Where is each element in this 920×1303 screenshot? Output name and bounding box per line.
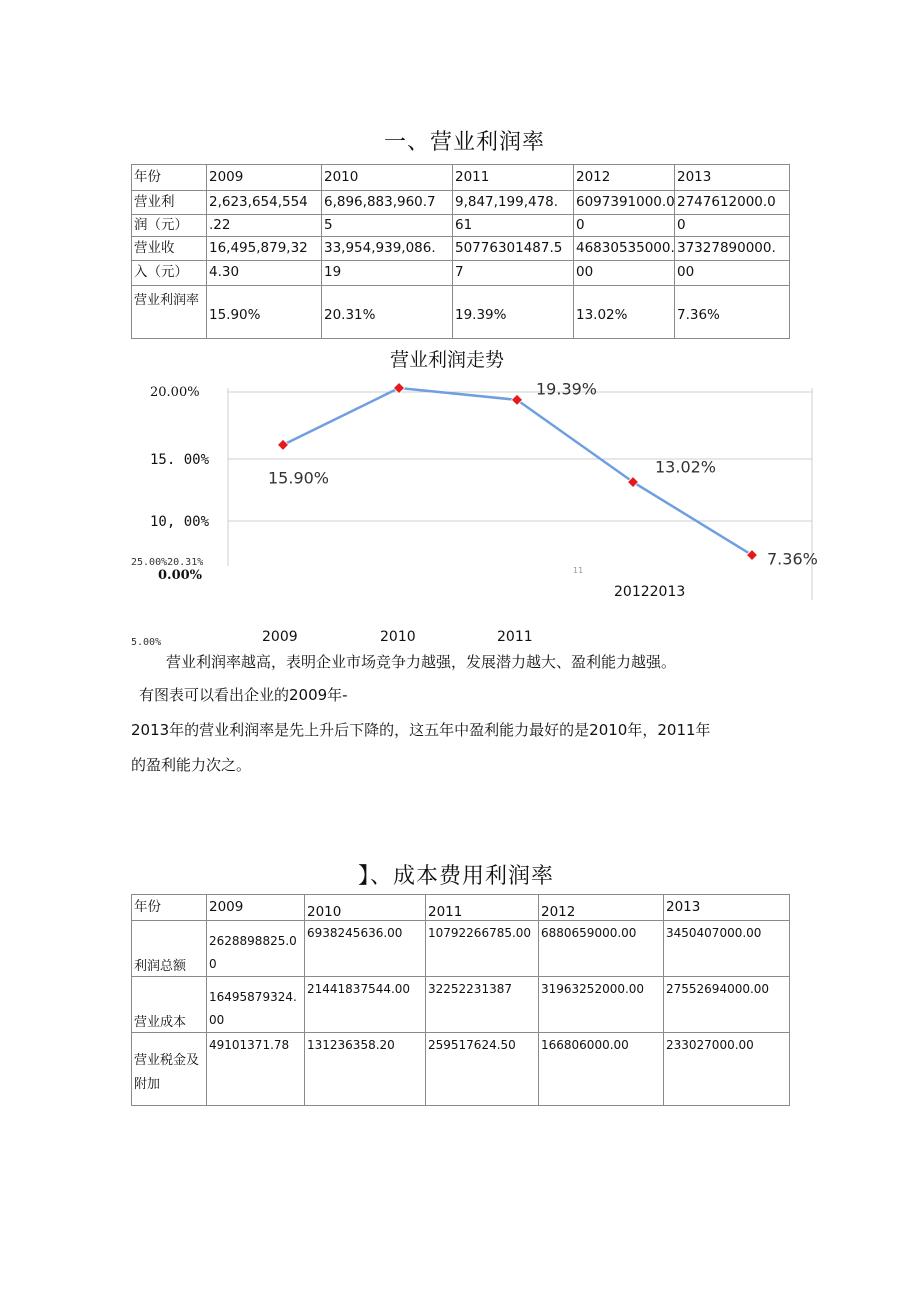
table-cell: 6097391000.0 [574, 191, 675, 215]
cell-line: 16495879324. [209, 990, 297, 1004]
table-cell: 2,623,654,554 [207, 191, 322, 215]
table-cell: 6880659000.00 [539, 921, 664, 977]
x-tick-label: 2011 [497, 629, 533, 645]
table-cell: 4.30 [207, 261, 322, 286]
table-row-revenue-2 [132, 261, 790, 286]
cell-line: 营业税金及 [134, 1053, 200, 1068]
row-label: 营业成本 [132, 977, 207, 1033]
data-label: 13.02% [655, 457, 717, 477]
table-cell: 259517624.50 [426, 1033, 539, 1106]
header-cell: 2009 [207, 165, 322, 191]
table-cell: 61 [453, 215, 574, 237]
table-cell: 10792266785.00 [426, 921, 539, 977]
data-label: 15.90% [268, 468, 330, 488]
stray-mark: 11 [573, 566, 584, 575]
x-tick-label: 2010 [380, 629, 416, 645]
table-row-profit-2 [132, 215, 790, 237]
table-cell: 37327890000. [675, 237, 790, 261]
table-cell [207, 921, 305, 977]
header-cell: 年份 [132, 895, 207, 921]
table-cell: 5 [322, 215, 453, 237]
x-tick-label: 20122013 [614, 584, 686, 600]
section2-title: 】、成本费用利润率 [358, 864, 555, 889]
table-cell: 50776301487.5 [453, 237, 574, 261]
row-label: 入（元） [132, 261, 207, 286]
header-cell: 2012 [539, 895, 664, 921]
table-cell: 7 [453, 261, 574, 286]
table-row-total-profit [132, 921, 790, 977]
table-row-years [132, 165, 790, 191]
margin-trend-chart [0, 370, 920, 640]
table-cell: 00 [574, 261, 675, 286]
header-cell: 2009 [207, 895, 305, 921]
table-cell: 131236358.20 [305, 1033, 426, 1106]
cell-line: 2628898825.0 [209, 934, 297, 948]
section1-title: 一、营业利润率 [384, 130, 546, 155]
row-label: 利润总额 [132, 921, 207, 977]
table-cell: 19 [322, 261, 453, 286]
paragraph-line: 的盈利能力次之。 [131, 756, 252, 774]
table-cell: 00 [675, 261, 790, 286]
header-cell: 2013 [664, 895, 790, 921]
table-cell: 49101371.78 [207, 1033, 305, 1106]
data-label: 7.36% [767, 549, 818, 569]
y-tick-label: 0.00% [158, 568, 203, 583]
cost-profit-table [131, 894, 790, 1106]
table-cell: 32252231387 [426, 977, 539, 1033]
table-cell: 31963252000.00 [539, 977, 664, 1033]
table-row-tax [132, 1033, 790, 1106]
cell-line: 附加 [134, 1077, 161, 1092]
table-cell: 0 [675, 215, 790, 237]
row-label: 营业利润率 [132, 286, 207, 339]
cell-line: 00 [209, 1013, 225, 1027]
x-tick-label: 2009 [262, 629, 298, 645]
table-cell [207, 977, 305, 1033]
operating-margin-table [131, 164, 790, 339]
table-cell: 166806000.00 [539, 1033, 664, 1106]
table-cell: 6,896,883,960.7 [322, 191, 453, 215]
row-label: 营业利 [132, 191, 207, 215]
table-row-revenue-1 [132, 237, 790, 261]
row-label: 营业收 [132, 237, 207, 261]
table-cell: 7.36% [675, 286, 790, 339]
header-cell: 2013 [675, 165, 790, 191]
data-point-marker [747, 550, 758, 561]
header-cell: 2010 [305, 895, 426, 921]
table-cell: 33,954,939,086. [322, 237, 453, 261]
table-cell: 15.90% [207, 286, 322, 339]
table-row-profit-1 [132, 191, 790, 215]
paragraph-line: 2013年的营业利润率是先上升后下降的，这五年中盈利能力最好的是2010年，2011年 [131, 721, 711, 739]
table-cell: 13.02% [574, 286, 675, 339]
table-cell: 20.31% [322, 286, 453, 339]
cell-line: 0 [209, 957, 217, 971]
table-cell: .22 [207, 215, 322, 237]
paragraph-line: 营业利润率越高，表明企业市场竞争力越强，发展潜力越大、盈利能力越强。 [166, 653, 677, 671]
table-cell: 6938245636.00 [305, 921, 426, 977]
table-cell: 27552694000.00 [664, 977, 790, 1033]
table-cell: 9,847,199,478. [453, 191, 574, 215]
header-cell: 2012 [574, 165, 675, 191]
table-cell: 2747612000.0 [675, 191, 790, 215]
chart-title: 营业利润走势 [390, 349, 505, 371]
table-row-operating-cost [132, 977, 790, 1033]
y-tick-label-garbled: 25.00%20.31% [131, 557, 204, 568]
table-cell: 0 [574, 215, 675, 237]
table-row-margin [132, 286, 790, 339]
table-cell: 19.39% [453, 286, 574, 339]
data-label: 19.39% [536, 379, 598, 399]
y-tick-label: 15. 00% [150, 452, 210, 468]
table-cell: 233027000.00 [664, 1033, 790, 1106]
data-point-marker [278, 439, 289, 450]
header-cell: 2011 [453, 165, 574, 191]
header-cell: 年份 [132, 165, 207, 191]
y-tick-label: 10, 00% [150, 514, 210, 530]
table-row-years [132, 895, 790, 921]
table-cell: 46830535000. [574, 237, 675, 261]
row-label: 润（元） [132, 215, 207, 237]
header-cell: 2010 [322, 165, 453, 191]
table-cell: 21441837544.00 [305, 977, 426, 1033]
y-tick-label: 5.00% [131, 637, 162, 648]
y-tick-label: 20.00% [150, 385, 200, 400]
table-cell: 16,495,879,32 [207, 237, 322, 261]
row-label [132, 1033, 207, 1106]
table-cell: 3450407000.00 [664, 921, 790, 977]
header-cell: 2011 [426, 895, 539, 921]
paragraph-line: 有图表可以看出企业的2009年- [139, 686, 348, 704]
